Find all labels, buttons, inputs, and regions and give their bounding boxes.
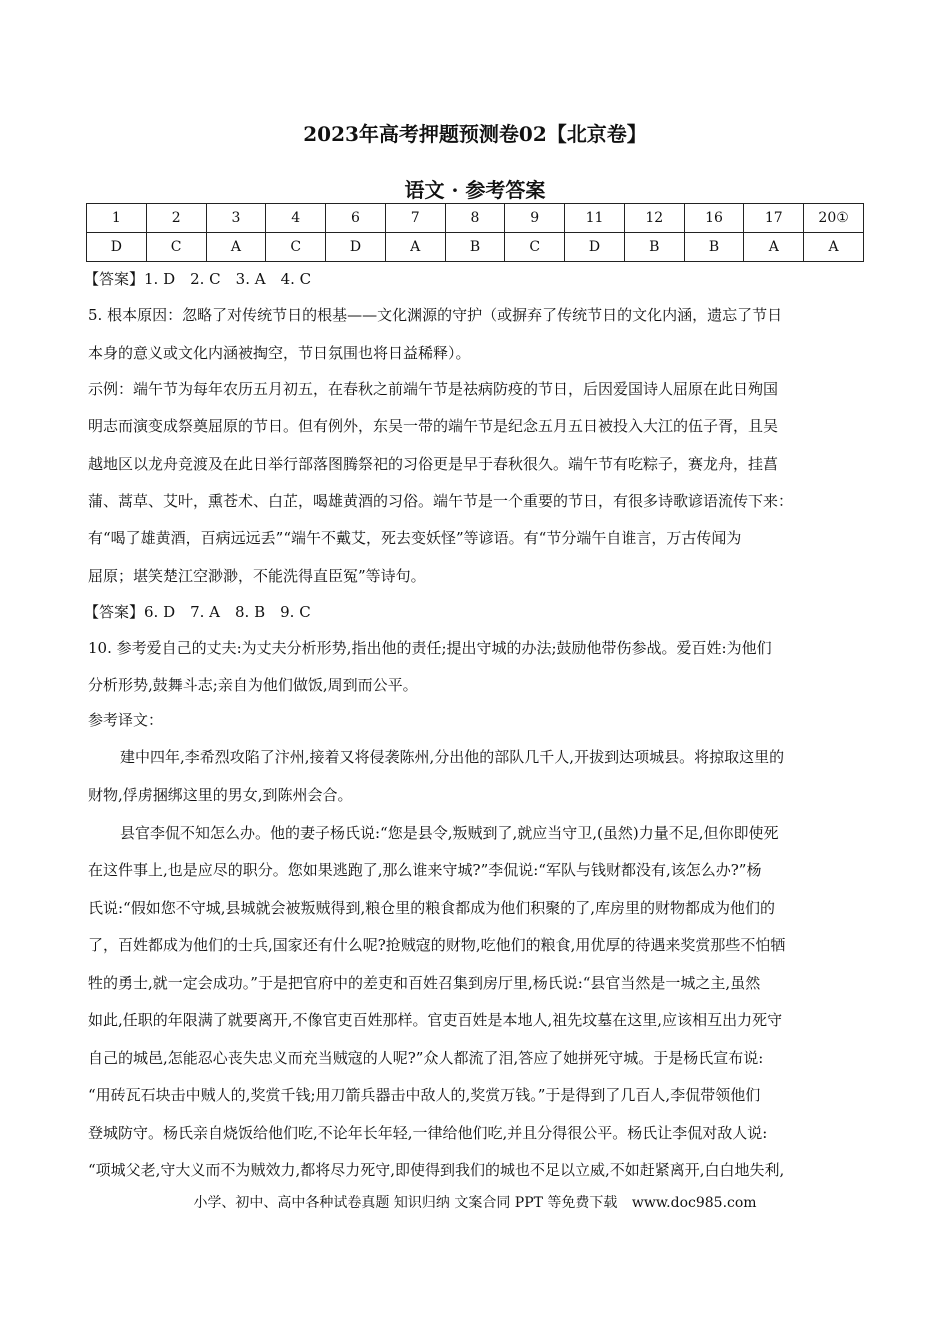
question-number-cell: 11 [565, 204, 625, 233]
translation-paragraph-line: 登城防守。杨氏亲自烧饭给他们吃,不论年长年轻,一律给他们吃,并且分得很公平。杨氏让李侃对敌人说: [88, 1124, 768, 1142]
answer-cell: A [804, 233, 864, 262]
translation-paragraph-line: “项城父老,守大义而不为贼效力,都将尽力死守,即使得到我们的城也不足以立威,不如赶紧离开,白白地失利, [88, 1161, 785, 1179]
answer-cell: D [87, 233, 147, 262]
translation-paragraph-line: 县官李侃不知怎么办。他的妻子杨氏说:“您是县令,叛贼到了,就应当守卫,(虽然)力量不足,但你即使死 [120, 824, 779, 842]
page-subtitle: 语文 · 参考答案 [404, 178, 546, 202]
question-number-cell: 12 [624, 204, 684, 233]
answer-line-6-9: 【答案】6. D 7. A 8. B 9. C [84, 603, 311, 621]
q5-answer-line: 本身的意义或文化内涵被掏空，节日氛围也将日益稀释）。 [88, 344, 471, 362]
translation-paragraph-line: 财物,俘虏捆绑这里的男女,到陈州会合。 [88, 786, 353, 804]
question-number-cell: 17 [744, 204, 804, 233]
answer-cell: C [505, 233, 565, 262]
q5-answer-line: 5. 根本原因：忽略了对传统节日的根基——文化渊源的守护（或摒弃了传统节日的文化内涵，遗忘了节日 [88, 306, 783, 324]
q10-answer-line: 10. 参考爱自己的丈夫:为丈夫分析形势,指出他的责任;提出守城的办法;鼓励他带伤参战。爱百姓:为他们 [88, 639, 772, 657]
answer-cell: A [744, 233, 804, 262]
answer-cell: A [206, 233, 266, 262]
translation-paragraph-line: 建中四年,李希烈攻陷了汴州,接着又将侵袭陈州,分出他的部队几千人,开拔到达项城县。将掠取这里的 [120, 748, 785, 766]
translation-paragraph-line: 在这件事上,也是应尽的职分。您如果逃跑了,那么谁来守城?”李侃说:“军队与钱财都没有,该怎么办?”杨 [88, 861, 762, 879]
answer-table [86, 203, 864, 262]
footer-link[interactable]: www.doc985.com [631, 1195, 757, 1211]
question-number-cell: 6 [326, 204, 386, 233]
page-title: 2023年高考押题预测卷02【北京卷】 [303, 122, 647, 146]
answer-cell: D [326, 233, 386, 262]
question-number-row [87, 204, 864, 233]
example-line: 明志而演变成祭奠屈原的节日。但有例外，东吴一带的端午节是纪念五月五日被投入大江的伍子胥，且吴 [88, 417, 779, 435]
question-number-cell: 2 [146, 204, 206, 233]
translation-paragraph-line: 如此,任职的年限满了就要离开,不像官吏百姓那样。官吏百姓是本地人,祖先坟墓在这里,应该相互出力死守 [88, 1011, 783, 1029]
question-number-cell: 8 [445, 204, 505, 233]
example-line: 示例：端午节为每年农历五月初五，在春秋之前端午节是祛病防疫的节日，后因爱国诗人屈原在此日殉国 [88, 380, 779, 398]
translation-paragraph-line: “用砖瓦石块击中贼人的,奖赏千钱;用刀箭兵器击中敌人的,奖赏万钱。”于是得到了几百人,李侃带领他们 [88, 1086, 761, 1104]
translation-label: 参考译文： [88, 711, 164, 729]
answer-cell: C [146, 233, 206, 262]
answer-line-1-4: 【答案】1. D 2. C 3. A 4. C [84, 270, 312, 288]
question-number-cell: 16 [684, 204, 744, 233]
question-number-cell: 9 [505, 204, 565, 233]
answer-cell: C [266, 233, 326, 262]
example-line: 有“喝了雄黄酒，百病远远丢”“端午不戴艾，死去变妖怪”等谚语。有“节分端午自谁言，万古传闻为 [88, 529, 742, 547]
question-number-cell: 1 [87, 204, 147, 233]
question-number-cell: 20① [804, 204, 864, 233]
question-number-cell: 4 [266, 204, 326, 233]
answer-row [87, 233, 864, 262]
example-line: 越地区以龙舟竞渡及在此日举行部落图腾祭祀的习俗更是早于春秋很久。端午节有吃粽子，赛龙舟，挂菖 [88, 455, 779, 473]
answer-cell: B [624, 233, 684, 262]
example-line: 屈原；堪笑楚江空渺渺，不能洗得直臣冤”等诗句。 [88, 567, 426, 585]
translation-paragraph-line: 自己的城邑,怎能忍心丧失忠义而充当贼寇的人呢?”众人都流了泪,答应了她拼死守城。于是杨氏宣布说: [88, 1049, 764, 1067]
answer-cell: B [684, 233, 744, 262]
answer-cell: A [385, 233, 445, 262]
example-line: 蒲、蒿草、艾叶，熏苍术、白芷，喝雄黄酒的习俗。端午节是一个重要的节日，有很多诗歌谚语流传下来： [88, 492, 794, 510]
question-number-cell: 7 [385, 204, 445, 233]
translation-paragraph-line: 氏说:“假如您不守城,县城就会被叛贼得到,粮仓里的粮食都成为他们积聚的了,库房里的财物都成为他们的 [88, 899, 776, 917]
page-footer [0, 1192, 950, 1212]
translation-paragraph-line: 牲的勇士,就一定会成功。”于是把官府中的差吏和百姓召集到房厅里,杨氏说:“县官当然是一城之主,虽然 [88, 974, 761, 992]
answer-cell: B [445, 233, 505, 262]
question-number-cell: 3 [206, 204, 266, 233]
answer-cell: D [565, 233, 625, 262]
translation-paragraph-line: 了，百姓都成为他们的士兵,国家还有什么呢?抢贼寇的财物,吃他们的粮食,用优厚的待遇来奖赏那些不怕牺 [88, 936, 786, 954]
q10-answer-line: 分析形势,鼓舞斗志;亲自为他们做饭,周到而公平。 [88, 676, 418, 694]
footer-text: 小学、初中、高中各种试卷真题 知识归纳 文案合同 PPT 等免费下载 [193, 1195, 618, 1211]
